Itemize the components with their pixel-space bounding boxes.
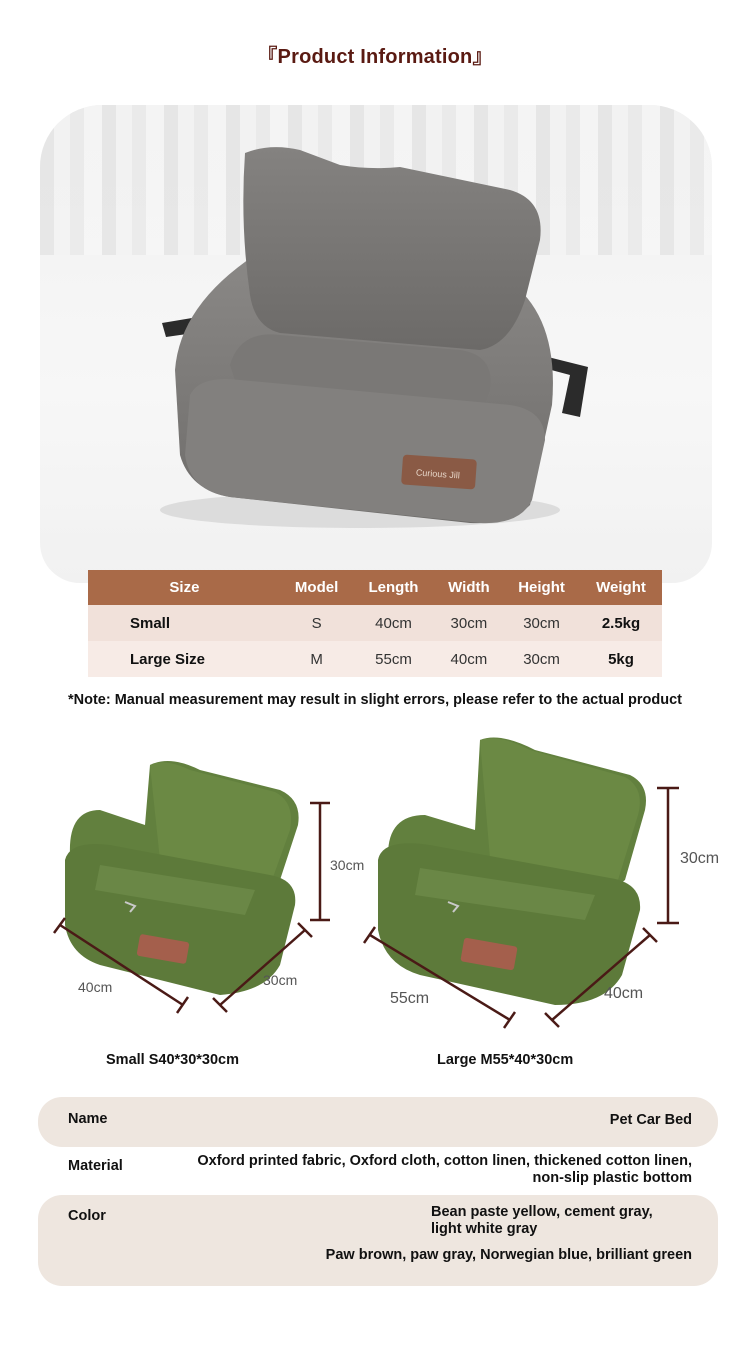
size-table [88, 570, 662, 677]
spec-value-color-line1: Bean paste yellow, cement gray, [431, 1204, 653, 1220]
small-size-caption: Small S40*30*30cm [106, 1052, 240, 1068]
header-model: Model [281, 570, 352, 605]
product-photo [40, 105, 712, 583]
svg-text:40cm: 40cm [604, 985, 644, 1002]
svg-text:30cm: 30cm [680, 850, 720, 867]
spec-value-color-line3: Paw brown, paw gray, Norwegian blue, brilliant green [325, 1247, 692, 1263]
cell-size: Large Size [88, 641, 281, 677]
header-length: Length [352, 570, 434, 605]
cell-size: Small [88, 605, 281, 641]
cell-weight: 2.5kg [580, 605, 662, 641]
svg-text:Curious Jill: Curious Jill [415, 467, 461, 481]
measurement-note: *Note: Manual measurement may result in slight errors, please refer to the actual product [68, 692, 682, 708]
spec-label-color: Color [68, 1208, 106, 1224]
cell-height: 30cm [503, 641, 580, 677]
cell-length: 40cm [352, 605, 434, 641]
small-bed-dimension-illustration [40, 730, 380, 1040]
spec-row-color [38, 1195, 718, 1286]
svg-text:30cm: 30cm [330, 857, 365, 873]
cell-width: 30cm [435, 605, 503, 641]
svg-text:55cm: 55cm [390, 990, 430, 1007]
table-row [88, 605, 662, 641]
svg-text:30cm: 30cm [263, 972, 298, 988]
header-width: Width [435, 570, 503, 605]
table-row [88, 641, 662, 677]
cell-weight: 5kg [580, 641, 662, 677]
spec-value-color-line2: light white gray [431, 1221, 538, 1237]
gray-pet-car-bed-illustration [40, 105, 712, 583]
cell-model: M [281, 641, 352, 677]
spec-row-name [38, 1097, 718, 1147]
header-weight: Weight [580, 570, 662, 605]
cell-height: 30cm [503, 605, 580, 641]
cell-model: S [281, 605, 352, 641]
spec-label-material: Material [68, 1158, 123, 1174]
cell-length: 55cm [352, 641, 434, 677]
cell-width: 40cm [435, 641, 503, 677]
page-title: 『Product Information』 [257, 46, 493, 68]
spec-label-name: Name [68, 1111, 108, 1127]
spec-value-material-line1: Oxford printed fabric, Oxford cloth, cotton linen, thickened cotton linen, [197, 1153, 692, 1169]
svg-text:40cm: 40cm [78, 979, 113, 995]
table-header-row [88, 570, 662, 605]
header-size: Size [88, 570, 281, 605]
header-height: Height [503, 570, 580, 605]
spec-value-material-line2: non-slip plastic bottom [532, 1170, 692, 1186]
spec-value-name: Pet Car Bed [609, 1112, 692, 1128]
spec-row-material [38, 1148, 718, 1194]
large-size-caption: Large M55*40*30cm [437, 1052, 574, 1068]
large-bed-dimension-illustration [360, 730, 740, 1040]
